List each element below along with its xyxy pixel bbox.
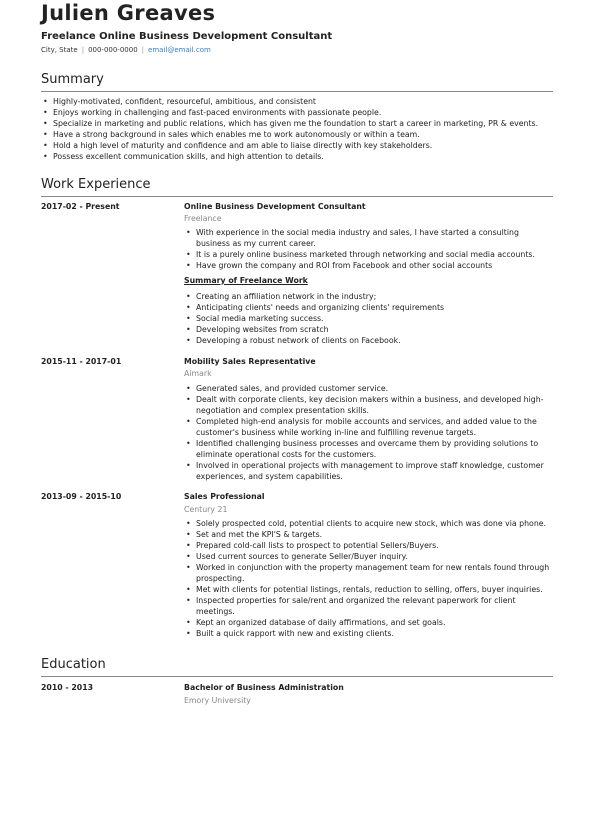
list-item: • Possess excellent communication skills, and high attention to details. xyxy=(41,151,553,162)
list-item: • Social media marketing success. xyxy=(184,313,553,324)
list-item: • Met with clients for potential listings, rentals, reduction to selling, offers, buyer inquiries. xyxy=(184,584,553,595)
contact-separator: | xyxy=(141,46,145,54)
list-item: • Highly-motivated, confident, resourceful, ambitious, and consistent xyxy=(41,96,553,107)
contact-line xyxy=(41,46,211,54)
job-duties-list xyxy=(184,518,553,639)
list-item: • With experience in the social media industry and sales, I have started a consulting business as my current career. xyxy=(184,227,553,249)
headline: Freelance Online Business Development Consultant xyxy=(41,31,333,42)
job-company: Century 21 xyxy=(184,505,228,514)
list-item: • Have a strong background in sales which enables me to work autonomously or within a team. xyxy=(41,129,553,140)
summary-title: Summary xyxy=(41,72,104,87)
list-item: • Built a quick rapport with new and existing clients. xyxy=(184,628,553,639)
location: City, State xyxy=(41,46,78,54)
list-item: • Creating an affiliation network in the industry; xyxy=(184,291,553,302)
job-company: Aimark xyxy=(184,369,212,378)
section-divider xyxy=(41,196,553,197)
email-link[interactable]: email@email.com xyxy=(148,46,211,54)
list-item: • Set and met the KPI'S & targets. xyxy=(184,529,553,540)
list-item: • Involved in operational projects with management to improve staff knowledge, customer experiences, and system capabilities. xyxy=(184,460,553,482)
candidate-name: Julien Greaves xyxy=(41,1,216,25)
list-item: • Developing websites from scratch xyxy=(184,324,553,335)
list-item: • Have grown the company and ROI from Facebook and other social accounts xyxy=(184,260,553,271)
job-dates: 2015-11 - 2017-01 xyxy=(41,357,122,366)
list-item: • Enjoys working in challenging and fast-paced environments with passionate people. xyxy=(41,107,553,118)
education-dates: 2010 - 2013 xyxy=(41,683,94,692)
school-name: Emory University xyxy=(184,696,251,705)
list-item: • Developing a robust network of clients on Facebook. xyxy=(184,335,553,346)
list-item: • Dealt with corporate clients, key decision makers within a business, and developed high-negotiation and complex presentation skills. xyxy=(184,394,553,416)
section-divider xyxy=(41,91,553,92)
list-item: • Identified challenging business processes and overcame them by providing solutions to eliminate operational costs for the customers. xyxy=(184,438,553,460)
work-experience-title: Work Experience xyxy=(41,177,151,192)
list-item: • Worked in conjunction with the property management team for new rentals found through prospecting. xyxy=(184,562,553,584)
phone: 000-000-0000 xyxy=(88,46,138,54)
job-company: Freelance xyxy=(184,214,222,223)
education-title: Education xyxy=(41,657,106,672)
list-item: • Prepared cold-call lists to prospect to potential Sellers/Buyers. xyxy=(184,540,553,551)
list-item: • Kept an organized database of daily affirmations, and set goals. xyxy=(184,617,553,628)
freelance-summary-list xyxy=(184,291,553,346)
list-item: • Specialize in marketing and public relations, which has given me the foundation to start a career in marketing, PR & events. xyxy=(41,118,553,129)
list-item: • It is a purely online business marketed through networking and social media accounts. xyxy=(184,249,553,260)
list-item: • Solely prospected cold, potential clients to acquire new stock, which was done via phone. xyxy=(184,518,553,529)
contact-separator: | xyxy=(81,46,85,54)
job-duties-list xyxy=(184,383,553,482)
job-title: Sales Professional xyxy=(184,492,265,501)
job-title: Mobility Sales Representative xyxy=(184,357,316,366)
list-item: • Anticipating clients' needs and organizing clients' requirements xyxy=(184,302,553,313)
degree-title: Bachelor of Business Administration xyxy=(184,683,344,692)
summary-list xyxy=(41,96,553,162)
list-item: • Completed high-end analysis for mobile accounts and services, and added value to the customer's business while working in-line and fulfilling revenue targets. xyxy=(184,416,553,438)
job-dates: 2017-02 - Present xyxy=(41,202,120,211)
job-dates: 2013-09 - 2015-10 xyxy=(41,492,122,501)
section-divider xyxy=(41,676,553,677)
freelance-summary-heading: Summary of Freelance Work xyxy=(184,276,308,285)
list-item: • Generated sales, and provided customer service. xyxy=(184,383,553,394)
list-item: • Hold a high level of maturity and confidence and am able to liaise directly with key stakeholders. xyxy=(41,140,553,151)
job-duties-list xyxy=(184,227,553,271)
list-item: • Inspected properties for sale/rent and organized the relevant paperwork for client meetings. xyxy=(184,595,553,617)
list-item: • Used current sources to generate Seller/Buyer inquiry. xyxy=(184,551,553,562)
job-title: Online Business Development Consultant xyxy=(184,202,366,211)
